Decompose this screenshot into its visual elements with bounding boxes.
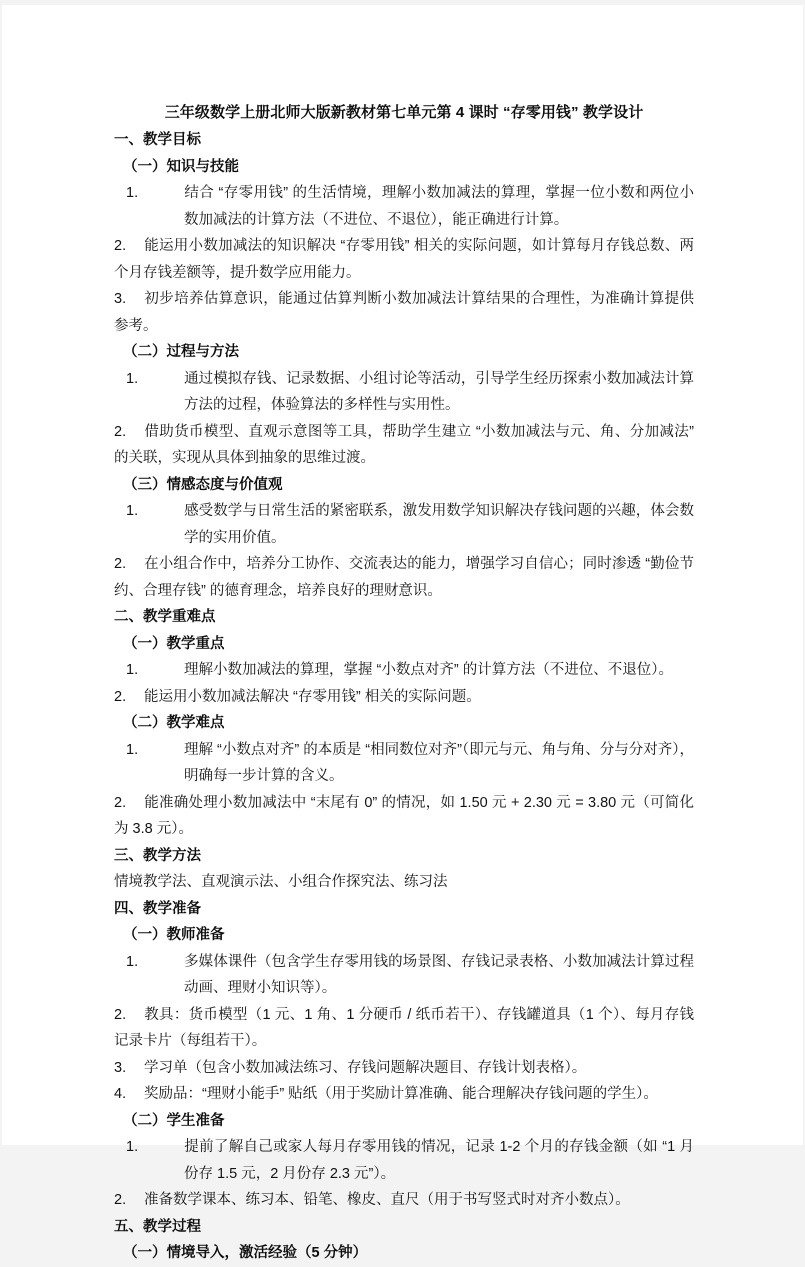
list-item xyxy=(114,1187,694,1214)
list-item-text: 能准确处理小数加减法中 “末尾有 0” 的情况，如 1.50 元 + 2.30 元 = 3.80 元（可简化为 3.8 元）。 xyxy=(114,794,694,837)
list-item-text: 能运用小数加减法解决 “存零用钱” 相关的实际问题。 xyxy=(144,688,481,705)
document-body xyxy=(114,99,694,1267)
list-item-marker: 1. xyxy=(126,953,139,970)
list-item xyxy=(114,498,694,551)
list-item-text: 学习单（包含小数加减法练习、存钱问题解决题目、存钱计划表格）。 xyxy=(144,1059,587,1076)
section-heading: 五、教学过程 xyxy=(114,1218,201,1235)
subsection-heading: （二）教学难点 xyxy=(123,715,225,731)
list-item xyxy=(114,1055,694,1082)
list-item-marker: 3. xyxy=(114,291,127,307)
list-item-marker: 4. xyxy=(114,1086,127,1102)
list-item-text: 能运用小数加减法的知识解决 “存零用钱” 相关的实际问题，如计算每月存钱总数、两个月存钱差额等，提升数学应用能力。 xyxy=(114,238,694,281)
list-item-marker: 2. xyxy=(114,1006,127,1023)
list-item xyxy=(114,949,694,1002)
list-item-marker: 2. xyxy=(114,556,127,572)
list-item-marker: 1. xyxy=(126,370,139,387)
document-sections xyxy=(114,127,694,1267)
list-item-marker: 2. xyxy=(114,423,127,440)
paragraph xyxy=(114,869,694,896)
list-item-marker: 1. xyxy=(126,185,139,201)
list-item-text: 初步培养估算意识，能通过估算判断小数加减法计算结果的合理性，为准确计算提供参考。 xyxy=(114,291,694,334)
list-item-marker: 2. xyxy=(114,794,127,811)
list-item-marker: 2. xyxy=(114,1192,127,1208)
subsection-heading: （二）学生准备 xyxy=(123,1112,225,1129)
list-item xyxy=(114,286,694,339)
list-item-marker: 1. xyxy=(126,741,139,758)
page-title: 三年级数学上册北师大版新教材第七单元第 4 课时 “存零用钱” 教学设计 xyxy=(164,104,644,121)
list-item xyxy=(114,737,694,790)
list-item-text: 多媒体课件（包含学生存零用钱的场景图、存钱记录表格、小数加减法计算过程动画、理财小知识等）。 xyxy=(184,953,694,996)
list-item xyxy=(114,1134,694,1187)
list-item-marker: 1. xyxy=(126,662,139,678)
list-item xyxy=(114,1081,694,1108)
list-item-marker: 2. xyxy=(114,238,127,254)
list-item-text: 提前了解自己或家人每月存零用钱的情况，记录 1-2 个月的存钱金额（如 “1 月份存 1.5 元，2 月份存 2.3 元”）。 xyxy=(184,1139,694,1182)
paragraph-text: 情境教学法、直观演示法、小组合作探究法、练习法 xyxy=(114,874,448,890)
list-item xyxy=(114,657,694,684)
list-item-text: 理解小数加减法的算理，掌握 “小数点对齐” 的计算方法（不进位、不退位）。 xyxy=(184,662,673,678)
subsection-heading: （二）过程与方法 xyxy=(123,344,239,360)
document-page xyxy=(2,5,803,1261)
list-item-marker: 1. xyxy=(126,1139,139,1155)
list-item xyxy=(114,1002,694,1055)
list-item-marker: 3. xyxy=(114,1059,127,1076)
section-heading: 三、教学方法 xyxy=(114,847,201,864)
subsection-heading: （一）教师准备 xyxy=(123,927,225,943)
list-item-marker: 1. xyxy=(126,503,139,519)
list-item-text: 在小组合作中，培养分工协作、交流表达的能力，增强学习自信心；同时渗透 “勤俭节约、合理存钱” 的德育理念，培养良好的理财意识。 xyxy=(114,556,694,599)
list-item-text: 理解 “小数点对齐” 的本质是 “相同数位对齐”（即元与元、角与角、分与分对齐），明确每一步计算的含义。 xyxy=(184,741,694,784)
list-item-text: 准备数学课本、练习本、铅笔、橡皮、直尺（用于书写竖式时对齐小数点）。 xyxy=(144,1192,630,1208)
list-item-text: 奖励品：“理财小能手” 贴纸（用于奖励计算准确、能合理解决存钱问题的学生）。 xyxy=(144,1086,658,1102)
list-item-text: 结合 “存零用钱” 的生活情境，理解小数加减法的算理，掌握一位小数和两位小数加减法的计算方法（不进位、不退位），能正确进行计算。 xyxy=(184,185,694,228)
subsection-heading: （一）情境导入，激活经验（5 分钟） xyxy=(123,1245,368,1261)
list-item xyxy=(114,366,694,419)
subsection-heading: （一）教学重点 xyxy=(123,635,225,652)
list-item xyxy=(114,790,694,843)
subsection-heading: （一）知识与技能 xyxy=(123,158,239,175)
section-heading: 二、教学重难点 xyxy=(114,609,216,625)
list-item xyxy=(114,419,694,472)
list-item xyxy=(114,180,694,233)
section-heading: 四、教学准备 xyxy=(114,900,201,917)
list-item-text: 感受数学与日常生活的紧密联系，激发用数学知识解决存钱问题的兴趣，体会数学的实用价值。 xyxy=(184,503,694,546)
list-item xyxy=(114,551,694,604)
list-item-text: 教具：货币模型（1 元、1 角、1 分硬币 / 纸币若干）、存钱罐道具（1 个）、每月存钱记录卡片（每组若干）。 xyxy=(114,1006,694,1049)
list-item xyxy=(114,684,694,711)
section-heading: 一、教学目标 xyxy=(114,132,201,148)
list-item xyxy=(114,233,694,286)
list-item-text: 通过模拟存钱、记录数据、小组讨论等活动，引导学生经历探索小数加减法计算方法的过程，体验算法的多样性与实用性。 xyxy=(184,370,694,413)
list-item-text: 借助货币模型、直观示意图等工具，帮助学生建立 “小数加减法与元、角、分加减法” 的关联，实现从具体到抽象的思维过渡。 xyxy=(114,423,694,466)
list-item-marker: 2. xyxy=(114,688,127,705)
subsection-heading: （三）情感态度与价值观 xyxy=(123,476,283,493)
